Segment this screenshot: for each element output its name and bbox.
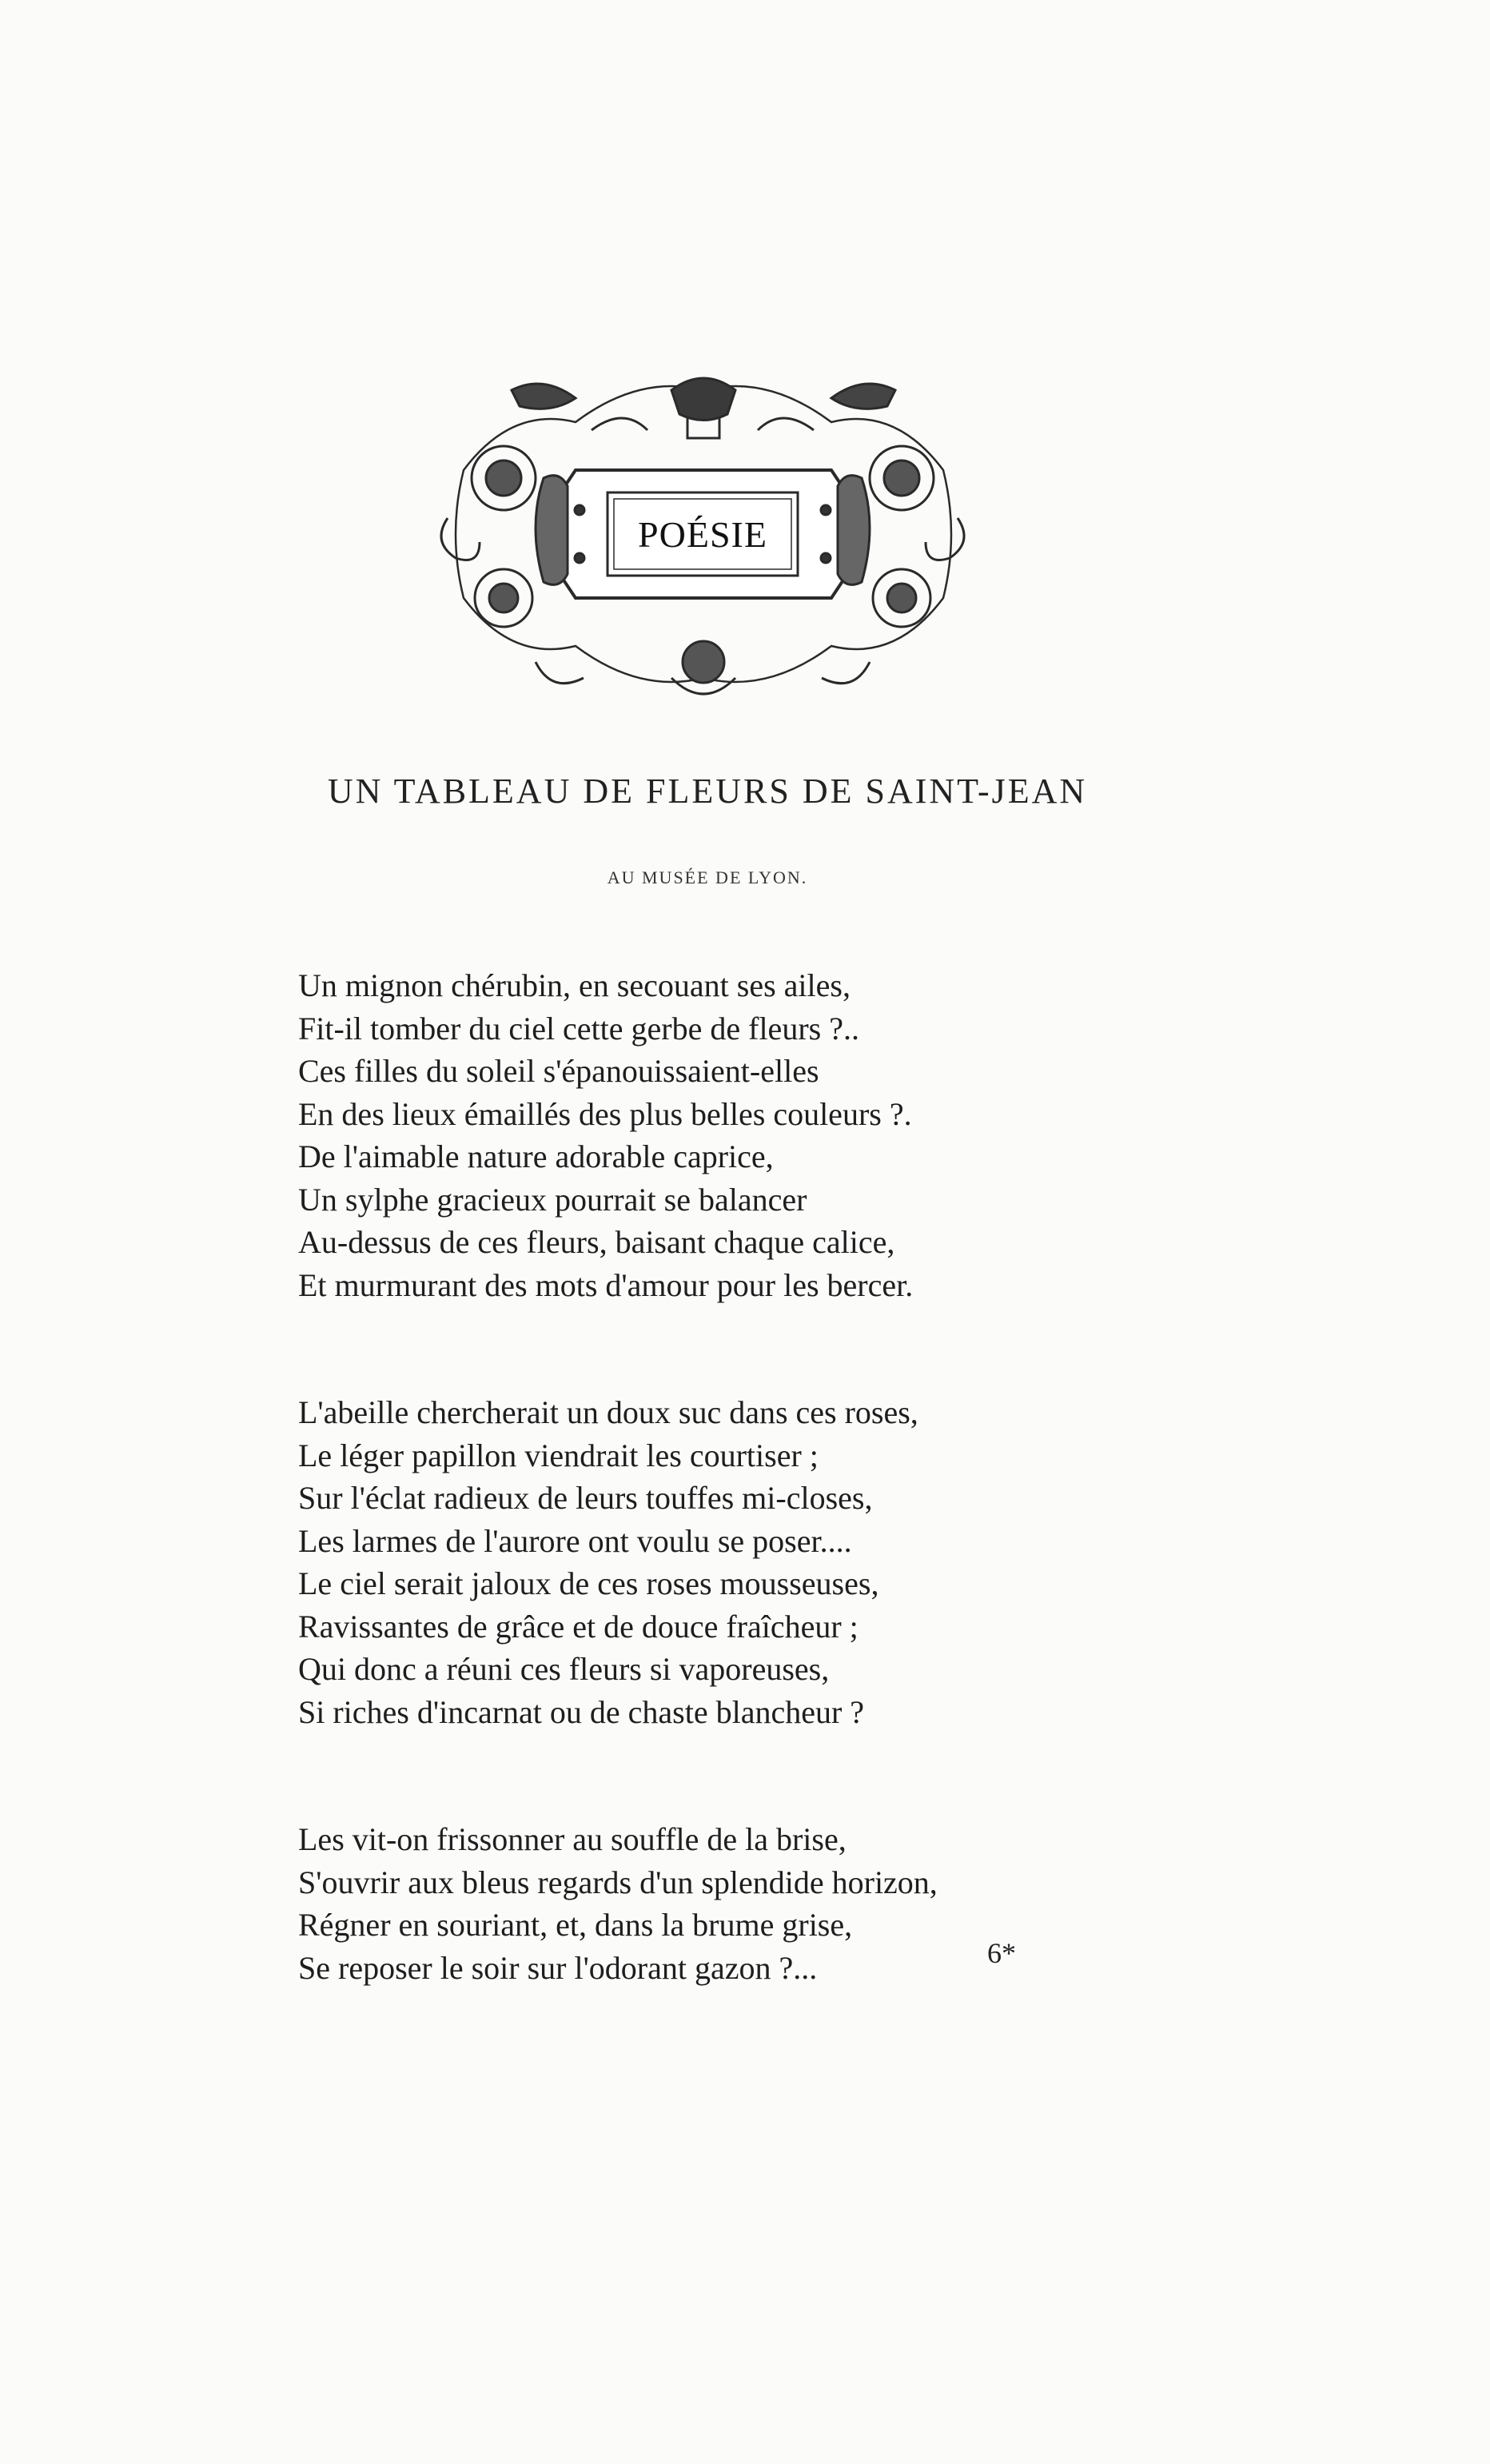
poem-line: En des lieux émaillés des plus belles couleurs ?. [298, 1095, 912, 1132]
poem-line: Un mignon chérubin, en secouant ses ailes, [298, 967, 851, 1003]
poem-line: Ces filles du soleil s'épanouissaient-elles [298, 1053, 819, 1089]
poem-line: L'abeille chercherait un doux suc dans ces roses, [298, 1394, 918, 1430]
poem-body [298, 964, 1098, 2074]
poem-line: Le léger papillon viendrait les courtiser ; [298, 1437, 819, 1473]
poem-line: Se reposer le soir sur l'odorant gazon ?... [298, 1949, 818, 1986]
poem-line: Les vit-on frissonner au souffle de la brise, [298, 1821, 847, 1857]
poem-line: Sur l'éclat radieux de leurs touffes mi-closes, [298, 1480, 873, 1516]
floral-vignette [416, 358, 990, 710]
poem-line: Fit-il tomber du ciel cette gerbe de fleurs ?.. [298, 1010, 859, 1047]
signature-mark: 6* [987, 1937, 1016, 1969]
poem-line: Et murmurant des mots d'amour pour les bercer. [298, 1266, 914, 1303]
poem-line: Qui donc a réuni ces fleurs si vaporeuses, [298, 1651, 830, 1687]
ornament-label: POÉSIE [638, 513, 767, 555]
poem-line: Le ciel serait jaloux de ces roses mousseuses, [298, 1565, 879, 1601]
poem-line: Régner en souriant, et, dans la brume grise, [298, 1907, 853, 1943]
poem-title: UN TABLEAU DE FLEURS DE SAINT-JEAN [327, 771, 1088, 811]
stanza-3 [298, 1818, 1098, 1989]
poem-subtitle: AU MUSÉE DE LYON. [607, 867, 808, 887]
poem-line: Les larmes de l'aurore ont voulu se poser.... [298, 1522, 852, 1559]
poem-line: Ravissantes de grâce et de douce fraîcheur ; [298, 1608, 859, 1645]
stanza-2 [298, 1391, 1098, 1733]
poem-line: S'ouvrir aux bleus regards d'un splendide horizon, [298, 1864, 938, 1900]
stanza-1 [298, 964, 1098, 1306]
poem-line: Si riches d'incarnat ou de chaste blancheur ? [298, 1693, 865, 1730]
poem-line: Un sylphe gracieux pourrait se balancer [298, 1181, 807, 1218]
poem-line: Au-dessus de ces fleurs, baisant chaque calice, [298, 1224, 895, 1260]
poem-line: De l'aimable nature adorable caprice, [298, 1138, 774, 1174]
